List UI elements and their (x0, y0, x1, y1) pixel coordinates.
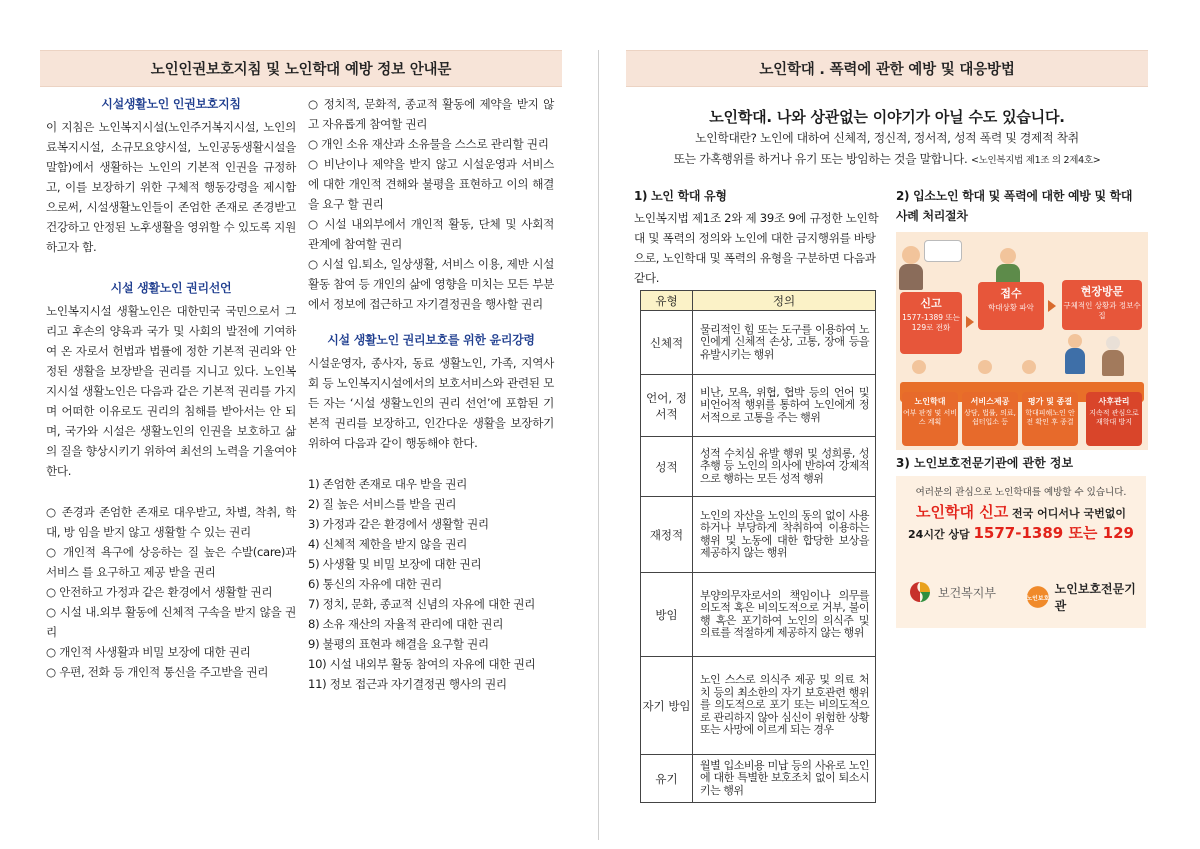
step-report: 신고 1577-1389 또는 129로 전화 (900, 292, 962, 354)
table-row (641, 657, 876, 755)
abuse-types-table (640, 290, 876, 803)
right-banner: 노인학대 . 폭력에 관한 예방 및 대응방법 (626, 50, 1148, 87)
ethics-item: 1) 존엄한 존재로 대우 받을 권리 (308, 477, 468, 491)
left-page (40, 50, 562, 830)
table-row (641, 437, 876, 497)
declaration-title: 시설 생활노인 권리선언 (110, 281, 232, 295)
right-headline: 노인학대. 나와 상관없는 이야기가 아닐 수도 있습니다. (709, 108, 1065, 126)
definition-cell: 물리적인 힘 또는 도구를 이용하여 노인에게 신체적 손상, 고통, 장애 등을 유발시키는 행위 (693, 311, 876, 375)
type-cell: 언어, 정서적 (641, 375, 693, 437)
ethics-item: 5) 사생활 및 비밀 보장에 대한 권리 (308, 557, 482, 571)
intro-line-1: 노인학대란? 노인에 대하여 신체적, 정신적, 정서적, 성적 폭력 및 경제적 착취 (695, 131, 1079, 145)
right-item: ○ 시설 내외부에서 개인적 활동, 단체 및 사회적 관계에 참여할 권리 (308, 217, 554, 251)
right-item: ○ 개인 소유 재산과 소유물을 스스로 관리할 권리 (308, 137, 549, 151)
ethics-body: 시설운영자, 종사자, 동료 생활노인, 가족, 지역사회 등 노인복지시설에서의 보호서비스와 관련된 모든 자는 ‘시설 생활노인의 권리 선언’에 포함된 기본적 권리를 보장하고, 인간다운 생활을 보장하기 위하여 다음과 같이 행동해야 한다. (308, 356, 554, 450)
elder-figure (1106, 336, 1120, 350)
staff-figure (978, 360, 992, 374)
table-row (641, 755, 876, 803)
process-heading: 2) 입소노인 학대 및 폭력에 대한 예방 및 학대 사례 처리절차 (896, 189, 1133, 223)
table-row (641, 573, 876, 657)
abuse-types-heading: 1) 노인 학대 유형 (634, 189, 727, 203)
table-header-type: 유형 (641, 291, 693, 311)
rights-list-1 (46, 502, 296, 682)
guideline-title: 시설생활노인 인권보호지침 (101, 97, 241, 111)
left-column-2 (308, 94, 554, 694)
declaration-body: 노인복지시설 생활노인은 대한민국 국민으로서 그리고 후손의 양육과 국가 및 사회의 발전에 기여하여 온 자로서 헌법과 법률에 정한 기본적 권리와 안정된 생활을 보장받을 권리를 지니고 있다. 노인복지시설 생활노인은 다음과 같은 기본적 권리를 가지며 어떠한 이유로도 권리의 침해를 받아서는 안 되며, 국가와 시설은 생활노인의 인권을 보호하고 삶의 질을 향상시키기 위하여 최선의 노력을 기울여야 한다. (46, 304, 296, 478)
agency-line-2: 노인학대 신고 전국 어디서나 국번없이 (916, 503, 1126, 521)
right-item: ○ 시설 내.외부 활동에 신체적 구속을 받지 않을 권리 (46, 605, 296, 639)
process-infographic (896, 232, 1148, 450)
left-banner: 노인인권보호지침 및 노인학대 예방 정보 안내문 (40, 50, 562, 87)
right-item: ○ 안전하고 가정과 같은 환경에서 생활할 권리 (46, 585, 273, 599)
type-cell: 유기 (641, 755, 693, 803)
abuse-types-section (634, 186, 880, 288)
rights-list-2 (308, 94, 554, 314)
staff-figure (912, 360, 926, 374)
ethics-item: 6) 통신의 자유에 대한 권리 (308, 577, 442, 591)
definition-cell: 월별 입소비용 미납 등의 사유로 노인에 대한 특별한 보호조치 없이 퇴소시키는 행위 (693, 755, 876, 803)
type-cell: 성적 (641, 437, 693, 497)
ethics-list (308, 474, 554, 694)
right-item: ○ 정치적, 문화적, 종교적 활동에 제약을 받지 않고 자유롭게 참여할 권리 (308, 97, 554, 131)
agency-line-3: 24시간 상담 1577-1389 또는 129 (908, 524, 1134, 542)
reporter-body (899, 264, 923, 290)
ethics-item: 10) 시설 내외부 활동 참여의 자유에 대한 권리 (308, 657, 536, 671)
type-cell: 자기 방임 (641, 657, 693, 755)
definition-cell: 부양의무자로서의 책임이나 의무를 의도적 혹은 비의도적으로 거부, 불이행 혹은 포기하여 노인의 의식주 및 의료를 적절하게 제공하지 않는 행위 (693, 573, 876, 657)
right-item: ○ 시설 입.퇴소, 일상생활, 서비스 이용, 제반 시설활동 참여 등 개인의 삶에 영향을 미치는 모든 부분에서 정보에 접근하고 자기결정권을 행사할 권리 (308, 257, 554, 311)
page-divider (598, 50, 599, 840)
type-cell: 방임 (641, 573, 693, 657)
intro-reference: <노인복지법 제1조 의 2제4호> (970, 155, 1101, 166)
svg-text:노인보호: 노인보호 (1026, 595, 1050, 602)
service-followup: 사후관리 지속적 관심으로 재학대 방지 (1086, 392, 1142, 446)
definition-cell: 비난, 모욕, 위협, 협박 등의 언어 및 비언어적 행위를 통하여 노인에게 정서적으로 고통을 주는 행위 (693, 375, 876, 437)
table-row (641, 497, 876, 573)
step-intake: 접수 학대상황 파악 (978, 282, 1044, 330)
abuse-types-body: 노인복지법 제1조 2와 제 39조 9에 규정한 노인학대 및 폭력의 정의와 노인에 대한 금지행위를 바탕으로, 노인학대 및 폭력의 유형을 구분하면 다음과 같다. (634, 211, 879, 285)
reporter-figure (902, 246, 920, 264)
ministry-logo: 보건복지부 (908, 580, 996, 604)
visitor-figure (1068, 334, 1082, 348)
intro-line-2: 또는 가혹행위를 하거나 유기 또는 방임하는 것을 말합니다. <노인복지법 제1조 의 2제4호> (673, 152, 1101, 166)
report-label: 노인학대 신고 (916, 503, 1009, 521)
ethics-item: 8) 소유 재산의 자율적 관리에 대한 권리 (308, 617, 504, 631)
counselor-figure (1000, 248, 1016, 264)
visitor-body (1065, 348, 1085, 374)
arrow-icon (966, 316, 974, 328)
ethics-item: 11) 정보 접근과 자기결정권 행사의 권리 (308, 677, 507, 691)
staff-figure (1022, 360, 1036, 374)
definition-cell: 성적 수치심 유발 행위 및 성희롱, 성추행 등 노인의 의사에 반하여 강제적으로 행하는 모든 성적 행위 (693, 437, 876, 497)
agency-logo: 노인보호 노인보호전문기관 (1026, 582, 1136, 613)
right-intro (626, 128, 1148, 171)
agency-line-1: 여러분의 관심으로 노인학대를 예방할 수 있습니다. (915, 487, 1127, 498)
arrow-icon (1048, 300, 1056, 312)
agency-heading: 3) 노인보호전문기관에 관한 정보 (896, 456, 1074, 470)
table-header-definition: 정의 (693, 291, 876, 311)
guideline-body: 이 지침은 노인복지시설(노인주거복지시설, 노인의료복지시설, 소규모요양시설, 노인공동생활시설을 말함)에서 생활하는 노인의 기본적 인권을 규정하고, 이를 보장하기 위한 구체적 행동강령을 제시함으로써, 시설생활노인들이 존엄한 존재로 존경받고 건강하고 안정된 노후생활을 영위할 수 있도록 지원하고자 함. (46, 120, 296, 254)
right-item: ○ 우편, 전화 등 개인적 통신을 주고받을 권리 (46, 665, 269, 679)
right-item: ○ 비난이나 제약을 받지 않고 시설운영과 서비스에 대한 개인적 견해와 불평을 표현하고 이의 해결을 요구 할 권리 (308, 157, 554, 211)
table-row (641, 311, 876, 375)
ethics-title: 시설 생활노인 권리보호를 위한 윤리강령 (327, 333, 535, 347)
ethics-item: 3) 가정과 같은 환경에서 생활할 권리 (308, 517, 489, 531)
ethics-item: 7) 정치, 문화, 종교적 신념의 자유에 대한 권리 (308, 597, 536, 611)
table-row (641, 375, 876, 437)
agency-info-box (896, 476, 1146, 628)
type-cell: 신체적 (641, 311, 693, 375)
service-judgment: 노인학대 여부 판정 및 서비스 계획 (902, 392, 958, 446)
service-evaluation: 평가 및 종결 학대피해노인 안전 확인 후 종결 (1022, 392, 1078, 446)
step-visit: 현장방문 구체적인 상황과 정보수집 (1062, 280, 1142, 330)
ethics-item: 4) 신체적 제한을 받지 않을 권리 (308, 537, 468, 551)
right-page (626, 50, 1148, 830)
ethics-item: 9) 불평의 표현과 해결을 요구할 권리 (308, 637, 489, 651)
ministry-emblem-icon (908, 580, 932, 604)
ethics-item: 2) 질 높은 서비스를 받을 권리 (308, 497, 457, 511)
definition-cell: 노인의 자산을 노인의 동의 없이 사용하거나 부당하게 착취하여 이용하는 행위 및 노동에 대한 합당한 보상을 제공하지 않는 행위 (693, 497, 876, 573)
right-item: ○ 존경과 존엄한 존재로 대우받고, 차별, 착취, 학대, 방 임을 받지 않고 생활할 수 있는 권리 (46, 505, 296, 539)
hotline-number: 1577-1389 또는 129 (973, 524, 1134, 542)
service-provision: 서비스제공 상담, 법률, 의료, 쉼터입소 등 (962, 392, 1018, 446)
process-section (896, 186, 1142, 228)
phone-icon (924, 240, 962, 262)
agency-emblem-icon (1026, 585, 1050, 609)
right-item: ○ 개인적 사생활과 비밀 보장에 대한 권리 (46, 645, 251, 659)
elder-body (1102, 350, 1124, 376)
right-item: ○ 개인적 욕구에 상응하는 질 높은 수발(care)과 서비스 를 요구하고 제공 받을 권리 (46, 545, 296, 579)
definition-cell: 노인 스스로 의식주 제공 및 의료 처치 등의 최소한의 자기 보호관련 행위를 의도적으로 포기 또는 비의도적으로 관리하지 않아 심신이 위험한 상황 또는 사망에 이르게 되는 경우 (693, 657, 876, 755)
type-cell: 재정적 (641, 497, 693, 573)
left-column-1 (46, 94, 296, 682)
